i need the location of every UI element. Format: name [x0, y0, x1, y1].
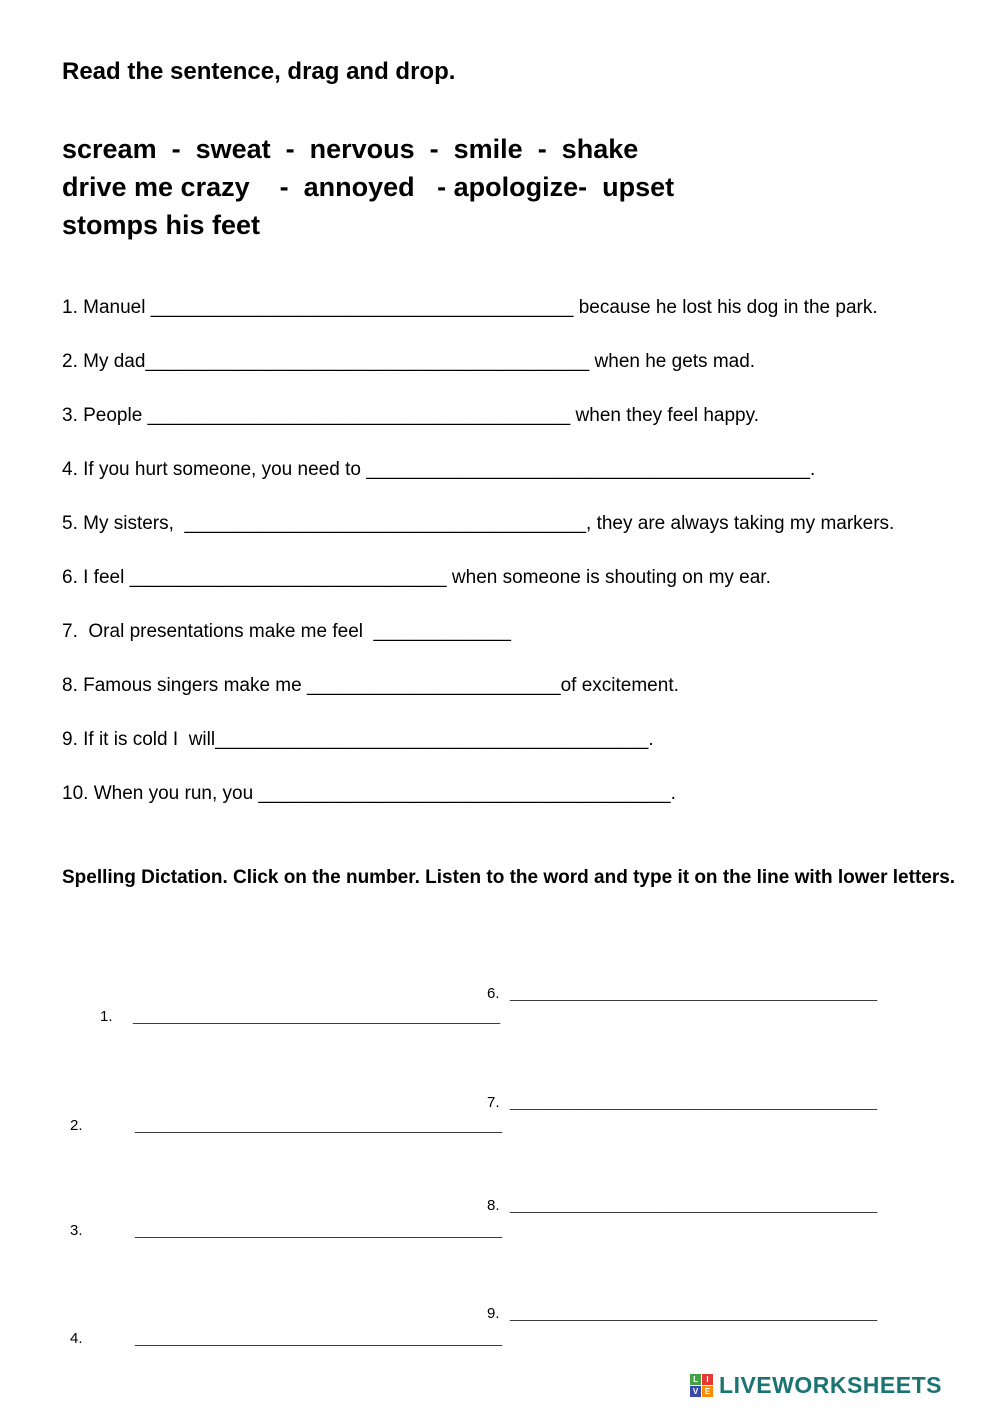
dictation-item-6 — [0, 985, 1000, 1005]
sentence-2-blank[interactable]: __________________________________________ — [145, 351, 590, 372]
logo-square-v: V — [690, 1386, 701, 1397]
sentence-4-text: 4. If you hurt someone, you need to — [62, 459, 367, 480]
sentence-10-text-after: . — [670, 783, 676, 804]
dictation-number-8[interactable]: 8. — [487, 1197, 500, 1214]
dictation-line-4[interactable]: ____________________________________________ — [135, 1330, 503, 1347]
dictation-line-3[interactable]: ____________________________________________ — [135, 1222, 503, 1239]
sentence-3-text: 3. People — [62, 405, 148, 426]
sentence-3-text-after: when they feel happy. — [570, 405, 759, 426]
page-title: Read the sentence, drag and drop. — [62, 58, 456, 85]
dictation-number-9[interactable]: 9. — [487, 1305, 500, 1322]
sentence-9 — [62, 730, 970, 749]
sentence-1 — [62, 298, 970, 317]
sentence-8-text-after: of excitement. — [560, 675, 679, 696]
dictation-heading: Spelling Dictation. Click on the number. Listen to the word and type it on the line with lower letters. — [62, 867, 956, 888]
dictation-line-2[interactable]: ____________________________________________ — [135, 1117, 503, 1134]
sentence-3 — [62, 406, 970, 425]
dictation-number-6[interactable]: 6. — [487, 985, 500, 1002]
dictation-section — [0, 960, 1000, 1380]
dictation-item-1 — [0, 1008, 1000, 1028]
sentence-9-text: 9. If it is cold I will — [62, 729, 216, 750]
dictation-line-9[interactable]: ____________________________________________ — [510, 1305, 878, 1322]
footer-branding[interactable] — [690, 1372, 942, 1399]
dictation-item-9 — [0, 1305, 1000, 1325]
sentence-6-text: 6. I feel — [62, 567, 130, 588]
dictation-line-6[interactable]: ____________________________________________ — [510, 985, 878, 1002]
sentence-2 — [62, 352, 970, 371]
dictation-number-3[interactable]: 3. — [70, 1222, 83, 1239]
dictation-number-2[interactable]: 2. — [70, 1117, 83, 1134]
word-bank-line-1[interactable]: scream - sweat - nervous - smile - shake — [62, 134, 639, 164]
logo-square-e: E — [702, 1386, 713, 1397]
dictation-number-1[interactable]: 1. — [100, 1008, 113, 1025]
dictation-item-3 — [0, 1222, 1000, 1242]
word-bank-line-3[interactable]: stomps his feet — [62, 210, 261, 240]
liveworksheets-logo-icon — [690, 1374, 713, 1397]
sentence-4-blank[interactable]: __________________________________________ — [366, 459, 811, 480]
sentence-1-text-after: because he lost his dog in the park. — [573, 297, 878, 318]
sentence-8 — [62, 676, 970, 695]
word-bank-line-2[interactable]: drive me crazy - annoyed - apologize- upset — [62, 172, 675, 202]
logo-square-l: L — [690, 1374, 701, 1385]
dictation-line-1[interactable]: ____________________________________________ — [133, 1008, 501, 1025]
sentence-9-text-after: . — [648, 729, 654, 750]
dictation-item-8 — [0, 1197, 1000, 1217]
dictation-number-4[interactable]: 4. — [70, 1330, 83, 1347]
sentence-5-text: 5. My sisters, — [62, 513, 185, 534]
dictation-item-2 — [0, 1117, 1000, 1137]
liveworksheets-brand-text: LIVEWORKSHEETS — [719, 1372, 942, 1398]
sentence-3-blank[interactable]: ________________________________________ — [147, 405, 571, 426]
sentence-4 — [62, 460, 970, 479]
sentence-10-text: 10. When you run, you — [62, 783, 259, 804]
sentence-2-text: 2. My dad — [62, 351, 146, 372]
sentence-5-text-after: , they are always taking my markers. — [586, 513, 895, 534]
sentence-2-text-after: when he gets mad. — [589, 351, 756, 372]
sentence-8-blank[interactable]: ________________________ — [306, 675, 561, 696]
word-bank — [62, 130, 674, 244]
logo-square-i: I — [702, 1374, 713, 1385]
dictation-number-7[interactable]: 7. — [487, 1094, 500, 1111]
sentence-6-blank[interactable]: ______________________________ — [129, 567, 447, 588]
sentence-4-text-after: . — [810, 459, 816, 480]
sentence-list — [62, 298, 970, 838]
sentence-8-text: 8. Famous singers make me — [62, 675, 307, 696]
sentence-6 — [62, 568, 970, 587]
sentence-9-blank[interactable]: _________________________________________ — [215, 729, 649, 750]
sentence-7-text: 7. Oral presentations make me feel — [62, 621, 374, 642]
sentence-1-text: 1. Manuel — [62, 297, 151, 318]
sentence-6-text-after: when someone is shouting on my ear. — [446, 567, 771, 588]
sentence-7-blank[interactable]: _____________ — [373, 621, 511, 642]
sentence-5 — [62, 514, 970, 533]
dictation-line-8[interactable]: ____________________________________________ — [510, 1197, 878, 1214]
sentence-7 — [62, 622, 970, 641]
sentence-10 — [62, 784, 970, 803]
dictation-line-7[interactable]: ____________________________________________ — [510, 1094, 878, 1111]
sentence-10-blank[interactable]: _______________________________________ — [258, 783, 671, 804]
sentence-1-blank[interactable]: ________________________________________ — [150, 297, 574, 318]
sentence-5-blank[interactable]: ______________________________________ — [184, 513, 587, 534]
dictation-item-4 — [0, 1330, 1000, 1350]
dictation-item-7 — [0, 1094, 1000, 1114]
